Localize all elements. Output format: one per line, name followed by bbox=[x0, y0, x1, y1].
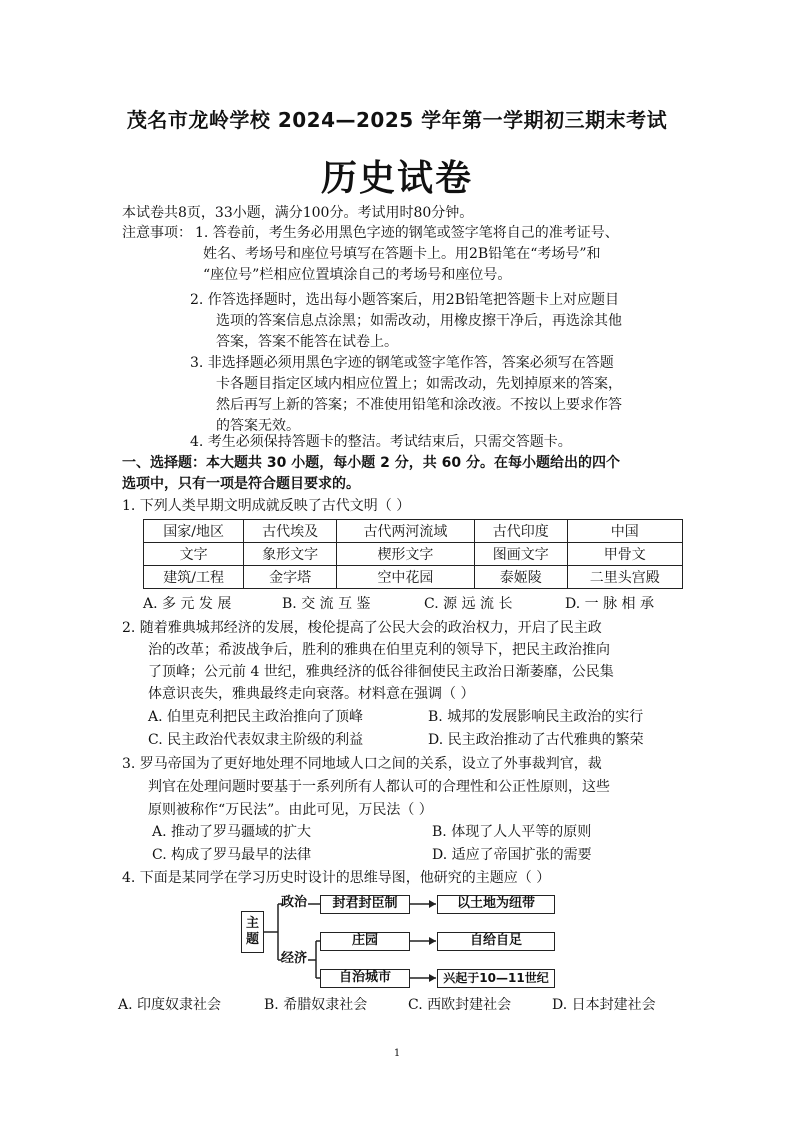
mind-map-economy: 经济 bbox=[280, 951, 307, 966]
q4-option-c: C. 西欧封建社会 bbox=[408, 997, 512, 1013]
table-cell: 古代两河流域 bbox=[336, 520, 474, 543]
mind-map-self-sufficient: 自给自足 bbox=[437, 932, 555, 951]
table-cell: 文字 bbox=[144, 543, 244, 566]
table-cell: 古代埃及 bbox=[244, 520, 337, 543]
q1-stem: 1. 下列人类早期文明成就反映了古代文明（ ） bbox=[122, 498, 411, 514]
table-cell: 国家/地区 bbox=[144, 520, 244, 543]
table-cell: 金字塔 bbox=[244, 566, 337, 589]
note-3-line-3: 然后再写上新的答案；不准使用铅笔和涂改液。不按以上要求作答 bbox=[216, 397, 622, 413]
q2-stem-line-1: 2. 随着雅典城邦经济的发展，梭伦提高了公民大会的政治权力，开启了民主政 bbox=[122, 620, 602, 636]
page-number: 1 bbox=[393, 1048, 401, 1059]
note-1-line-3: “座位号”栏相应位置填涂自己的考场号和座位号。 bbox=[203, 267, 512, 283]
mind-map-manor: 庄园 bbox=[320, 932, 410, 951]
q2-stem-line-3: 了顶峰；公元前 4 世纪，雅典经济的低谷徘徊使民主政治日渐萎靡，公民集 bbox=[148, 664, 614, 680]
q3-stem-line-2: 判官在处理问题时要基于一系列所有人都认可的合理性和公正性原则，这些 bbox=[148, 779, 610, 795]
notice-label: 注意事项： bbox=[122, 225, 192, 241]
table-cell: 中国 bbox=[567, 520, 682, 543]
q4-option-b: B. 希腊奴隶社会 bbox=[264, 997, 368, 1013]
table-cell: 泰姬陵 bbox=[475, 566, 568, 589]
q4-stem: 4. 下面是某同学在学习历史时设计的思维导图，他研究的主题应（ ） bbox=[122, 870, 551, 886]
q1-option-c: C. 源 远 流 长 bbox=[424, 596, 513, 612]
section-heading-line-1: 一、选择题：本大题共 30 小题，每小题 2 分，共 60 分。在每小题给出的四个 bbox=[122, 455, 620, 471]
mind-map-land-tie: 以土地为纽带 bbox=[437, 895, 555, 914]
school-exam-title: 茂名市龙岭学校 2024—2025 学年第一学期初三期末考试 bbox=[126, 108, 668, 132]
note-1-line-1: 1. 答卷前，考生务必用黑色字迹的钢笔或签字笔将自己的准考证号、 bbox=[195, 225, 619, 241]
subject-title: 历史试卷 bbox=[320, 158, 473, 199]
table-cell: 甲骨文 bbox=[567, 543, 682, 566]
table-cell: 图画文字 bbox=[475, 543, 568, 566]
note-3-line-2: 卡各题目指定区域内相应位置上；如需改动，先划掉原来的答案， bbox=[216, 376, 622, 392]
q4-option-a: A. 印度奴隶社会 bbox=[118, 997, 222, 1013]
mind-map-autonomous-city: 自治城市 bbox=[320, 969, 410, 988]
q2-option-a: A. 伯里克利把民主政治推向了顶峰 bbox=[148, 709, 364, 725]
q2-stem-line-4: 体意识丧失，雅典最终走向衰落。材料意在强调（ ） bbox=[148, 686, 475, 702]
table-cell: 二里头宫殿 bbox=[567, 566, 682, 589]
q2-option-b: B. 城邦的发展影响民主政治的实行 bbox=[428, 709, 644, 725]
exam-summary: 本试卷共8页，33小题，满分100分。考试用时80分钟。 bbox=[122, 205, 474, 221]
q3-option-a: A. 推动了罗马疆域的扩大 bbox=[152, 824, 312, 840]
q2-option-d: D. 民主政治推动了古代雅典的繁荣 bbox=[428, 732, 644, 748]
mind-map-root: 主题 bbox=[241, 911, 264, 953]
q2-option-c: C. 民主政治代表奴隶主阶级的利益 bbox=[148, 732, 364, 748]
table-cell: 建筑/工程 bbox=[144, 566, 244, 589]
section-heading-line-2: 选项中，只有一项是符合题目要求的。 bbox=[122, 476, 360, 492]
table-cell: 象形文字 bbox=[244, 543, 337, 566]
q3-stem-line-1: 3. 罗马帝国为了更好地处理不同地域人口之间的关系，设立了外事裁判官，裁 bbox=[122, 756, 602, 772]
q3-option-d: D. 适应了帝国扩张的需要 bbox=[432, 847, 592, 863]
note-3-line-4: 的答案无效。 bbox=[216, 418, 300, 434]
mind-map-rise-period: 兴起于10—11世纪 bbox=[437, 969, 555, 988]
q1-option-a: A. 多 元 发 展 bbox=[143, 596, 232, 612]
note-2-line-1: 2. 作答选择题时，选出每小题答案后，用2B铅笔把答题卡上对应题目 bbox=[190, 292, 620, 308]
q2-stem-line-2: 治的改革；希波战争后，胜利的雅典在伯里克利的领导下，把民主政治推向 bbox=[148, 642, 610, 658]
q3-option-b: B. 体现了人人平等的原则 bbox=[432, 824, 592, 840]
mind-map-feudal-system: 封君封臣制 bbox=[320, 895, 410, 914]
note-1-line-2: 姓名、考场号和座位号填写在答题卡上。用2B铅笔在“考场号”和 bbox=[203, 246, 601, 262]
q3-stem-line-3: 原则被称作“万民法”。由此可见，万民法（ ） bbox=[148, 802, 433, 818]
q4-option-d: D. 日本封建社会 bbox=[552, 997, 656, 1013]
q3-option-c: C. 构成了罗马最早的法律 bbox=[152, 847, 312, 863]
note-4-line-1: 4. 考生必须保持答题卡的整洁。考试结束后，只需交答题卡。 bbox=[190, 434, 572, 450]
mind-map-politics: 政治 bbox=[280, 895, 307, 910]
q1-option-d: D. 一 脉 相 承 bbox=[565, 596, 654, 612]
note-3-line-1: 3. 非选择题必须用黑色字迹的钢笔或签字笔作答，答案必须写在答题 bbox=[190, 355, 614, 371]
q1-option-b: B. 交 流 互 鉴 bbox=[282, 596, 371, 612]
table-cell: 空中花园 bbox=[336, 566, 474, 589]
table-cell: 古代印度 bbox=[475, 520, 568, 543]
note-2-line-2: 选项的答案信息点涂黑；如需改动，用橡皮擦干净后，再选涂其他 bbox=[216, 313, 622, 329]
table-cell: 楔形文字 bbox=[336, 543, 474, 566]
note-2-line-3: 答案，答案不能答在试卷上。 bbox=[216, 334, 398, 350]
